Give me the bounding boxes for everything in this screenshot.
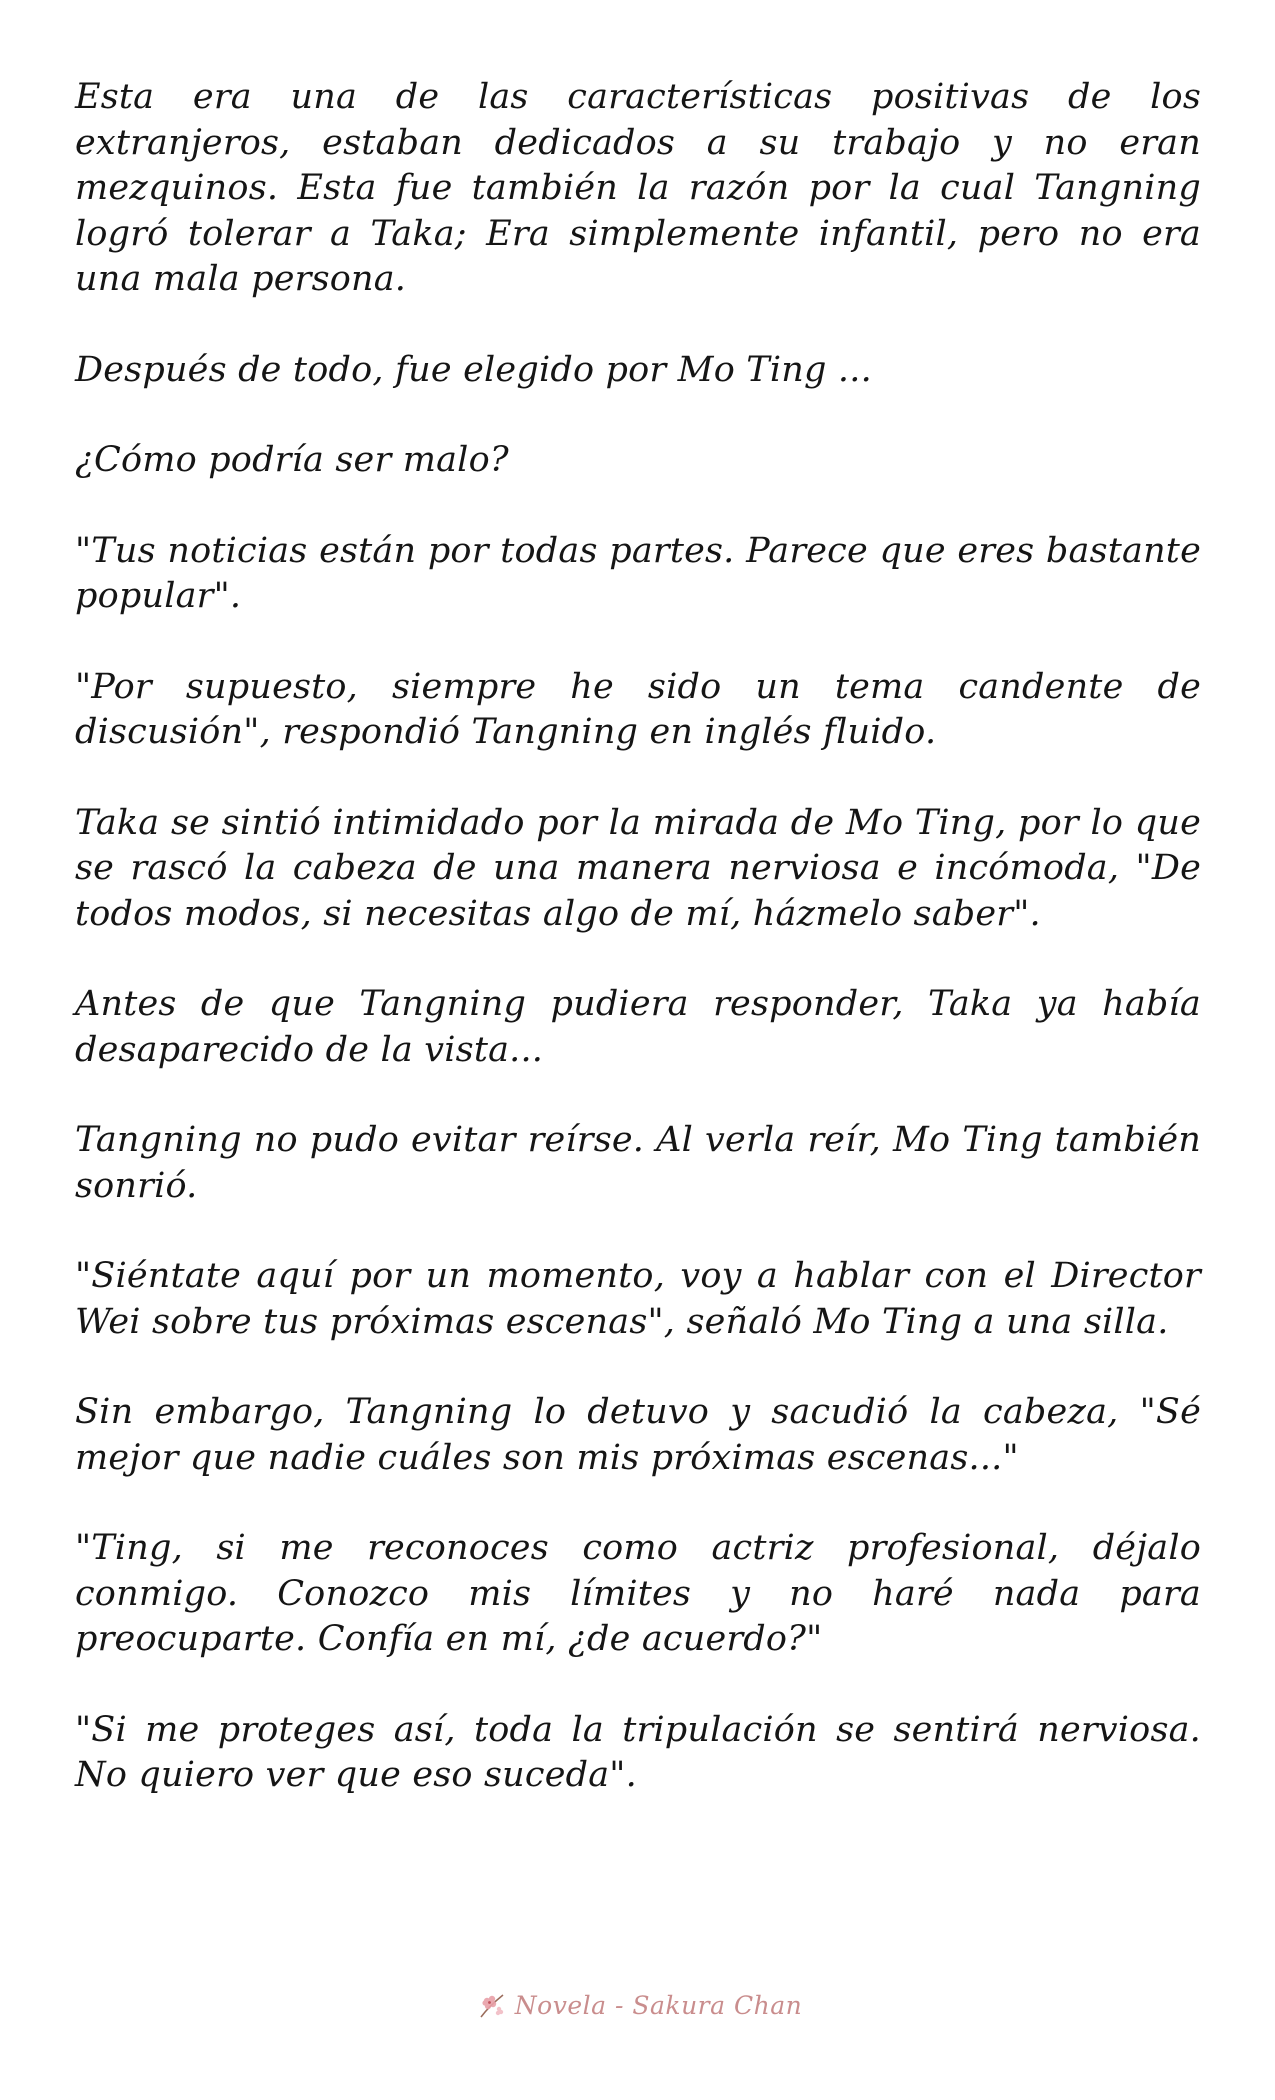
paragraph-2: Después de todo, fue elegido por Mo Ting ... — [75, 349, 872, 390]
paragraph-10: Sin embargo, Tangning lo detuvo y sacudió la cabeza, "Sé mejor que nadie cuáles son mis próximas escenas..." — [75, 1392, 1201, 1478]
paragraph-9: "Siéntate aquí por un momento, voy a hablar con el Director Wei sobre tus próximas escenas", señaló Mo Ting a una silla. — [75, 1256, 1201, 1342]
paragraph-11: "Ting, si me reconoces como actriz profesional, déjalo conmigo. Conozco mis límites y no haré nada para preocuparte. Confía en mí, ¿de acuerdo?" — [75, 1528, 1201, 1659]
paragraph-6: Taka se sintió intimidado por la mirada de Mo Ting, por lo que se rascó la cabeza de una manera nerviosa e incómoda, "De todos modos, si necesitas algo de mí, házmelo saber". — [75, 802, 1201, 934]
paragraph-3: ¿Cómo podría ser malo? — [75, 440, 509, 480]
paragraph-5: "Por supuesto, siempre he sido un tema candente de discusión", respondió Tangning en inglés fluido. — [75, 666, 1201, 752]
document-body — [75, 75, 1201, 1844]
paragraph-1: Esta era una de las características positivas de los extranjeros, estaban dedicados a su trabajo y no eran mezquinos. Esta fue también la razón por la cual Tangning logró tolerar a Taka; Era simplemente infantil, pero no era una mala persona. — [75, 77, 1201, 299]
paragraph-7: Antes de que Tangning pudiera responder, Taka ya había desaparecido de la vista... — [75, 984, 1201, 1070]
footer-watermark — [0, 1980, 1275, 2030]
paragraph-8: Tangning no pudo evitar reírse. Al verla reír, Mo Ting también sonrió. — [75, 1120, 1201, 1206]
sakura-flower-icon — [473, 1987, 509, 2023]
paragraph-12: "Si me proteges así, toda la tripulación se sentirá nerviosa. No quiero ver que eso suceda". — [75, 1709, 1201, 1795]
paragraph-4: "Tus noticias están por todas partes. Parece que eres bastante popular". — [75, 530, 1201, 616]
footer-credit: Novela - Sakura Chan — [514, 1990, 803, 2020]
